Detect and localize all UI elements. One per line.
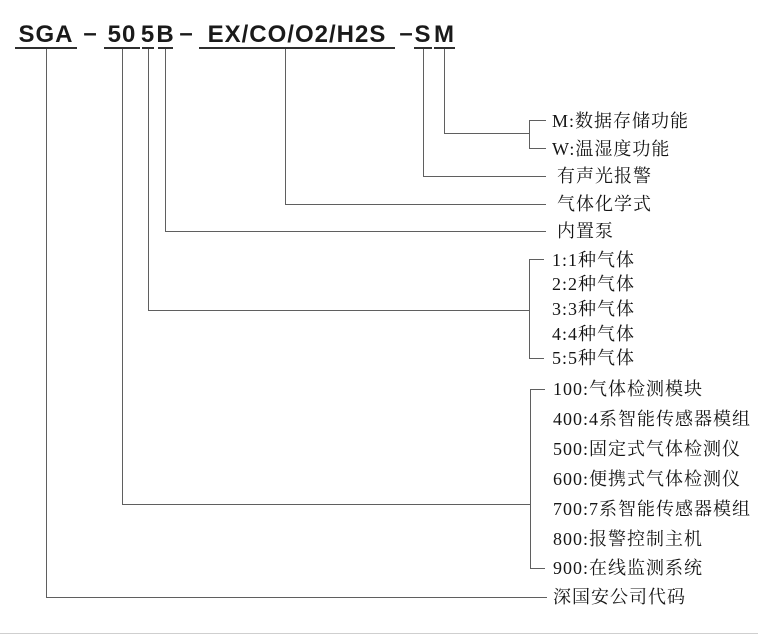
label-company-code: 深国安公司代码 bbox=[553, 587, 686, 607]
label-series-100: 100:气体检测模块 bbox=[553, 379, 704, 399]
connector-pump-horizontal bbox=[165, 231, 546, 232]
code-storage-segment: M bbox=[434, 21, 455, 48]
code-pump-segment: B bbox=[156, 21, 175, 48]
bracket-gas-count-spine bbox=[529, 259, 530, 359]
connector-alarm-horizontal bbox=[423, 176, 546, 177]
connector-series-horizontal bbox=[122, 504, 531, 505]
label-sound-light-alarm: 有声光报警 bbox=[557, 166, 652, 186]
connector-pump-vertical bbox=[165, 49, 166, 231]
label-gas-count-5: 5:5种气体 bbox=[552, 348, 636, 368]
connector-gas-count-vertical bbox=[148, 49, 149, 310]
label-gas-count-3: 3:3种气体 bbox=[552, 299, 636, 319]
bracket-gas-count-tick-bottom bbox=[529, 358, 544, 359]
code-series-segment: 50 bbox=[104, 21, 140, 49]
page-bottom-edge bbox=[0, 633, 758, 634]
label-gas-count-4: 4:4种气体 bbox=[552, 324, 636, 344]
label-series-600: 600:便携式气体检测仪 bbox=[553, 469, 742, 489]
bracket-mw-tick-top bbox=[529, 120, 546, 121]
connector-company-horizontal bbox=[46, 597, 547, 598]
bracket-series-tick-bottom bbox=[530, 568, 545, 569]
code-gases-segment: EX/CO/O2/H2S bbox=[199, 21, 395, 49]
bracket-series-tick-top bbox=[530, 389, 545, 390]
connector-formula-horizontal bbox=[285, 204, 546, 205]
label-series-400: 400:4系智能传感器模组 bbox=[553, 409, 752, 429]
connector-series-vertical bbox=[122, 49, 123, 504]
code-alarm-segment: S bbox=[414, 21, 432, 48]
bracket-gas-count-tick-top bbox=[529, 259, 544, 260]
label-series-800: 800:报警控制主机 bbox=[553, 529, 704, 549]
bracket-series-spine bbox=[530, 389, 531, 569]
connector-company-vertical bbox=[46, 49, 47, 598]
connector-gas-count-horizontal bbox=[148, 310, 530, 311]
code-company-segment: SGA bbox=[15, 21, 77, 49]
label-gas-count-1: 1:1种气体 bbox=[552, 250, 636, 270]
connector-alarm-vertical bbox=[423, 49, 424, 176]
code-gas-count-segment: 5 bbox=[140, 21, 156, 48]
label-storage-function: M:数据存储功能 bbox=[552, 111, 690, 131]
label-temp-humidity: W:温湿度功能 bbox=[552, 139, 671, 159]
label-built-in-pump: 内置泵 bbox=[557, 221, 614, 241]
label-series-500: 500:固定式气体检测仪 bbox=[553, 439, 742, 459]
bracket-mw-tick-bottom bbox=[529, 148, 546, 149]
bracket-mw-spine bbox=[529, 120, 530, 149]
label-series-900: 900:在线监测系统 bbox=[553, 558, 704, 578]
connector-storage-vertical bbox=[444, 49, 445, 133]
code-separator-2: – bbox=[179, 20, 193, 47]
code-separator-3: – bbox=[399, 20, 413, 47]
label-chemical-formula: 气体化学式 bbox=[557, 194, 652, 214]
code-separator-1: – bbox=[83, 20, 97, 47]
connector-formula-vertical bbox=[285, 49, 286, 204]
label-series-700: 700:7系智能传感器模组 bbox=[553, 499, 752, 519]
label-gas-count-2: 2:2种气体 bbox=[552, 274, 636, 294]
connector-storage-horizontal bbox=[444, 133, 530, 134]
